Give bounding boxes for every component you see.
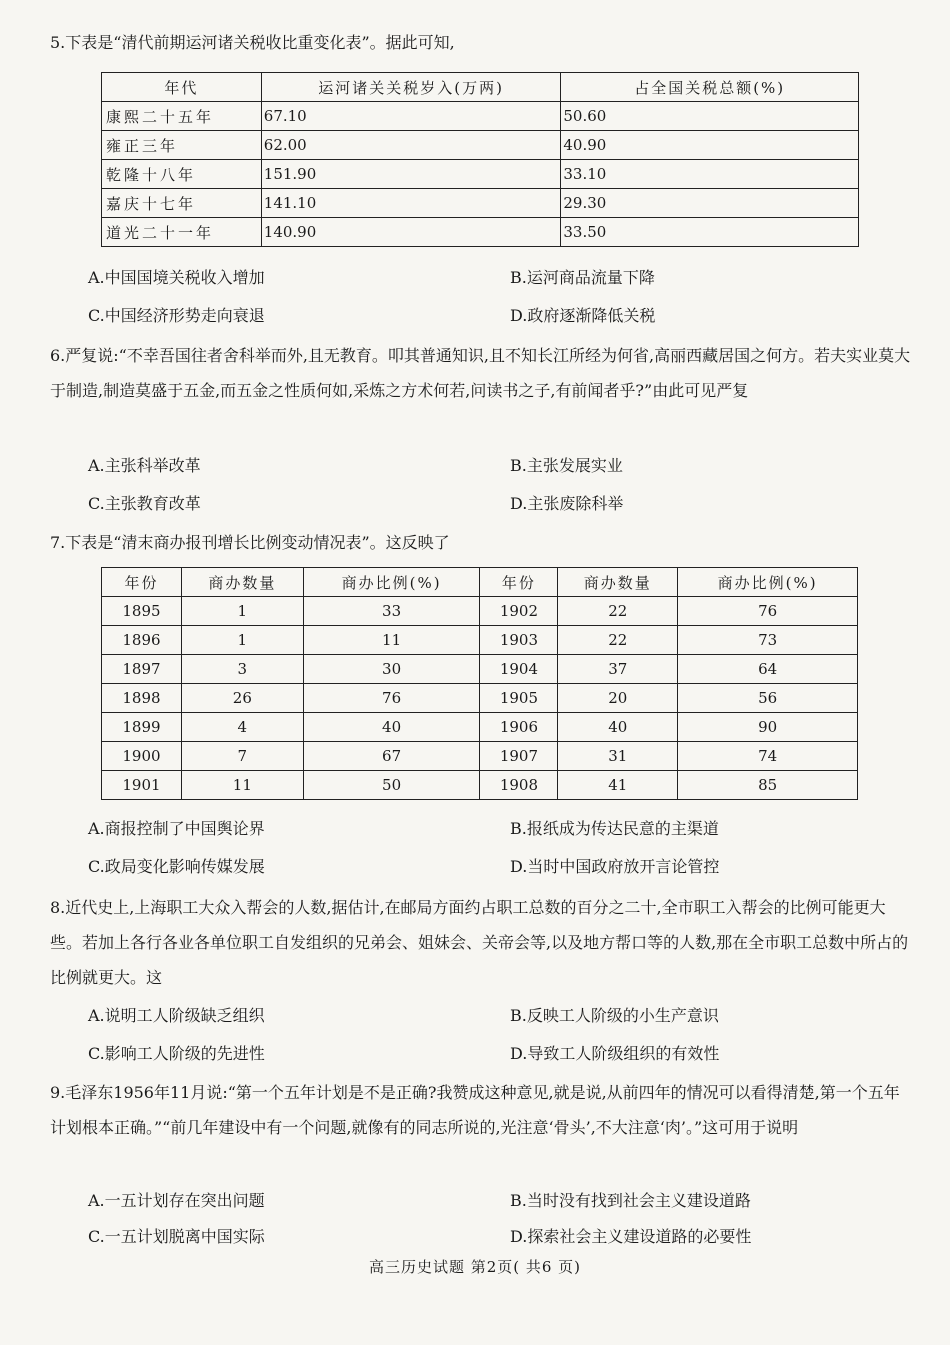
table-cell: 1900: [102, 742, 182, 771]
table-cell: 30: [303, 655, 480, 684]
q7-option-b: B.报纸成为传达民意的主渠道: [510, 819, 719, 838]
q5-option-d: D.政府逐渐降低关税: [510, 306, 656, 325]
table-cell: 37: [558, 655, 678, 684]
table-cell: 乾隆十八年: [102, 160, 262, 189]
table-cell: 33.10: [561, 160, 859, 189]
table-cell: 1896: [102, 626, 182, 655]
table-cell: 41: [558, 771, 678, 800]
table-cell: 1897: [102, 655, 182, 684]
table-cell: 1907: [480, 742, 558, 771]
q8-stem: 8.近代史上,上海职工大众入帮会的人数,据估计,在邮局方面约占职工总数的百分之二十,全市职工入帮会的比例可能更大些。若加上各行各业各单位职工自发组织的兄弟会、姐妹会、关帝会等,以及地方帮口等的人数,那在全市职工总数中所占的比例就更大。这: [50, 898, 909, 987]
table-cell: 67: [303, 742, 480, 771]
q6-stem: 6.严复说:“不幸吾国往者舍科举而外,且无教育。叩其普通知识,且不知长江所经为何省,高丽西藏居国之何方。若夫实业莫大于制造,制造莫盛于五金,而五金之性质何如,采炼之方术何若,问读书之子,有前闻者乎?”由此可见严复: [50, 346, 911, 400]
table-cell: 31: [558, 742, 678, 771]
q5-table: [101, 72, 859, 247]
q9-option-d: D.探索社会主义建设道路的必要性: [510, 1227, 752, 1246]
table-row: [102, 655, 858, 684]
table-cell: 1906: [480, 713, 558, 742]
table-cell: 22: [558, 597, 678, 626]
table-row: [102, 684, 858, 713]
q5-option-c: C.中国经济形势走向衰退: [88, 306, 265, 325]
table-header-cell: 年份: [480, 568, 558, 597]
table-header-cell: 商办数量: [558, 568, 678, 597]
table-cell: 道光二十一年: [102, 218, 262, 247]
table-cell: 74: [678, 742, 858, 771]
q9-stem: 9.毛泽东1956年11月说:“第一个五年计划是不是正确?我赞成这种意见,就是说,从前四年的情况可以看得清楚,第一个五年计划根本正确。”“前几年建设中有一个问题,就像有的同志所说的,光注意‘骨头’,不大注意‘肉’。”这可用于说明: [50, 1083, 900, 1137]
table-cell: 1904: [480, 655, 558, 684]
table-row: [102, 626, 858, 655]
q7-stem: 7.下表是“清末商办报刊增长比例变动情况表”。这反映了: [50, 533, 450, 552]
table-cell: 73: [678, 626, 858, 655]
table-header-cell: 商办数量: [181, 568, 303, 597]
table-row: [102, 713, 858, 742]
table-cell: 56: [678, 684, 858, 713]
table-header-row: [102, 73, 859, 102]
q8-option-b: B.反映工人阶级的小生产意识: [510, 1006, 719, 1025]
table-cell: 1902: [480, 597, 558, 626]
q7-option-c: C.政局变化影响传媒发展: [88, 857, 265, 876]
table-cell: 11: [303, 626, 480, 655]
table-cell: 11: [181, 771, 303, 800]
table-row: [102, 160, 859, 189]
table-cell: 7: [181, 742, 303, 771]
table-cell: 76: [678, 597, 858, 626]
q6-option-d: D.主张废除科举: [510, 494, 624, 513]
table-header-cell: 年份: [102, 568, 182, 597]
q9-option-b: B.当时没有找到社会主义建设道路: [510, 1191, 751, 1210]
q6-option-a: A.主张科举改革: [88, 456, 201, 475]
table-cell: 140.90: [261, 218, 561, 247]
table-cell: 90: [678, 713, 858, 742]
table-cell: 22: [558, 626, 678, 655]
table-cell: 29.30: [561, 189, 859, 218]
q6-option-b: B.主张发展实业: [510, 456, 623, 475]
page-footer: 高三历史试题 第2页( 共6 页): [368, 1258, 582, 1276]
table-header-cell: 商办比例(%): [678, 568, 858, 597]
table-cell: 62.00: [261, 131, 561, 160]
q7-option-d: D.当时中国政府放开言论管控: [510, 857, 720, 876]
table-cell: 1: [181, 626, 303, 655]
q6-option-c: C.主张教育改革: [88, 494, 201, 513]
table-row: [102, 102, 859, 131]
table-cell: 50: [303, 771, 480, 800]
table-cell: 33: [303, 597, 480, 626]
table-header-cell: 运河诸关关税岁入(万两): [261, 73, 561, 102]
table-cell: 1895: [102, 597, 182, 626]
table-cell: 85: [678, 771, 858, 800]
table-cell: 141.10: [261, 189, 561, 218]
q5-option-b: B.运河商品流量下降: [510, 268, 655, 287]
q8-option-d: D.导致工人阶级组织的有效性: [510, 1044, 720, 1063]
table-cell: 76: [303, 684, 480, 713]
q5-option-a: A.中国国境关税收入增加: [88, 268, 265, 287]
table-cell: 40: [303, 713, 480, 742]
q7-table: [101, 567, 858, 800]
table-cell: 151.90: [261, 160, 561, 189]
table-header-cell: 占全国关税总额(%): [561, 73, 859, 102]
q7-option-a: A.商报控制了中国舆论界: [88, 819, 265, 838]
table-cell: 26: [181, 684, 303, 713]
q8-option-a: A.说明工人阶级缺乏组织: [88, 1006, 265, 1025]
table-cell: 64: [678, 655, 858, 684]
q9-option-a: A.一五计划存在突出问题: [88, 1191, 265, 1210]
table-cell: 1901: [102, 771, 182, 800]
q8-option-c: C.影响工人阶级的先进性: [88, 1044, 265, 1063]
table-cell: 20: [558, 684, 678, 713]
table-row: [102, 742, 858, 771]
table-cell: 50.60: [561, 102, 859, 131]
table-row: [102, 131, 859, 160]
table-cell: 康熙二十五年: [102, 102, 262, 131]
table-cell: 33.50: [561, 218, 859, 247]
table-cell: 40.90: [561, 131, 859, 160]
table-row: [102, 189, 859, 218]
table-cell: 雍正三年: [102, 131, 262, 160]
table-header-cell: 年代: [102, 73, 262, 102]
table-header-row: [102, 568, 858, 597]
table-cell: 1903: [480, 626, 558, 655]
table-row: [102, 771, 858, 800]
table-cell: 3: [181, 655, 303, 684]
table-cell: 67.10: [261, 102, 561, 131]
table-cell: 1898: [102, 684, 182, 713]
q5-stem: 5.下表是“清代前期运河诸关税收比重变化表”。据此可知,: [50, 33, 455, 52]
table-cell: 嘉庆十七年: [102, 189, 262, 218]
table-header-cell: 商办比例(%): [303, 568, 480, 597]
table-cell: 40: [558, 713, 678, 742]
table-cell: 4: [181, 713, 303, 742]
table-cell: 1905: [480, 684, 558, 713]
table-row: [102, 597, 858, 626]
table-row: [102, 218, 859, 247]
table-cell: 1899: [102, 713, 182, 742]
table-cell: 1908: [480, 771, 558, 800]
q9-option-c: C.一五计划脱离中国实际: [88, 1227, 265, 1246]
table-cell: 1: [181, 597, 303, 626]
